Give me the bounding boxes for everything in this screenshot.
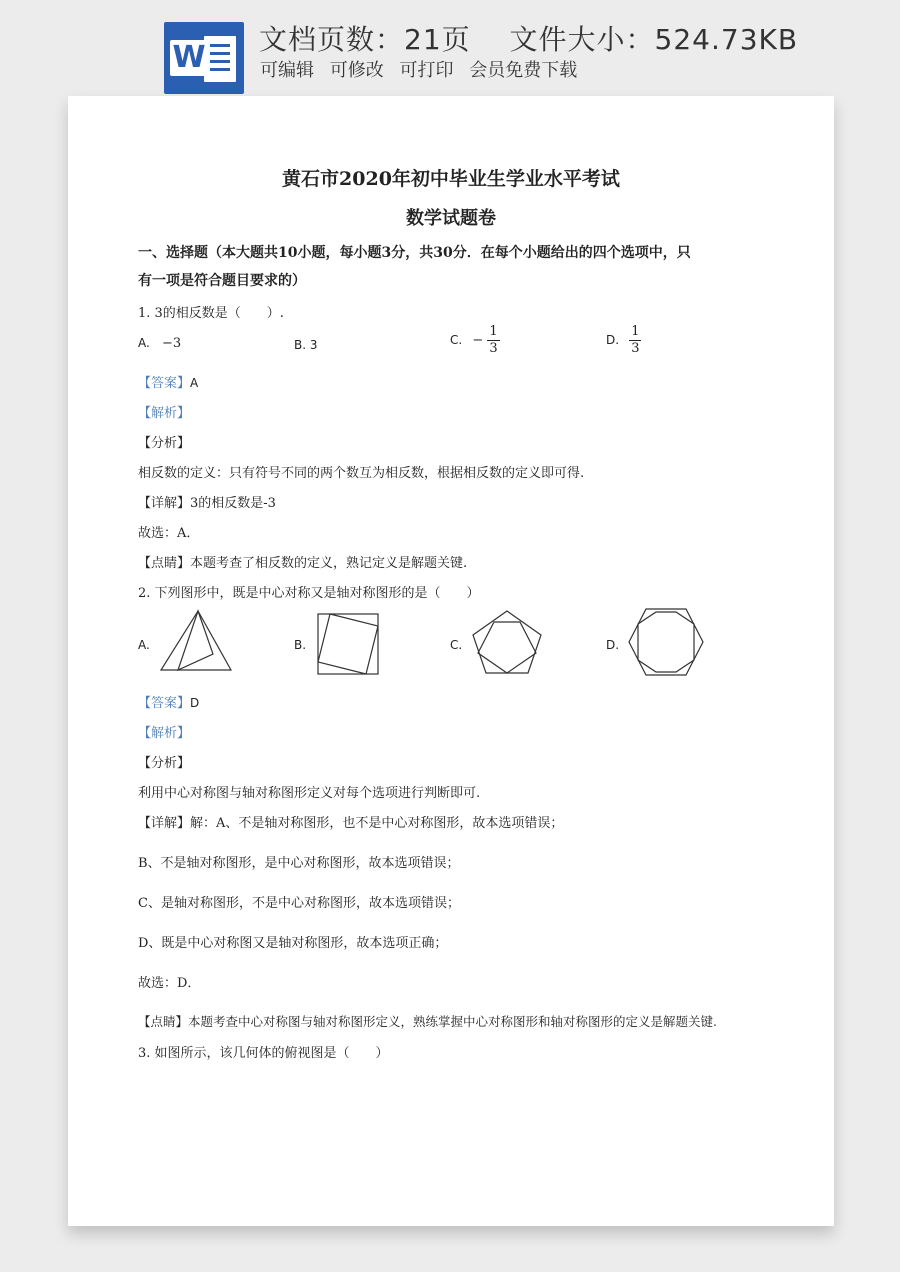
q2-fenxi-text: 利用中心对称图与轴对称图形定义对每个选项进行判断即可.: [138, 786, 481, 801]
q2-comment: 【点睛】本题考查中心对称图与轴对称图形定义，熟练掌握中心对称图形和轴对称图形的定义是解题关键.: [138, 1014, 717, 1029]
q1-answer: 【答案】A: [138, 376, 199, 391]
document-page: [68, 96, 834, 1226]
q1-option-c: C. − $\frac{1}{3}$: [450, 324, 498, 356]
feature-printable: 可打印: [399, 60, 454, 81]
q2-detail-c: C、是轴对称图形，不是中心对称图形，故本选项错误；: [138, 896, 460, 911]
q2-figure-c-pentagon: [470, 608, 544, 676]
q2-analysis-tag: 【解析】: [138, 726, 191, 741]
q2-fenxi-tag: 【分析】: [138, 756, 191, 771]
feature-editable: 可编辑: [260, 60, 314, 81]
word-logo-letter: W: [170, 40, 208, 76]
q2-figure-d-hexagon: [626, 606, 706, 678]
q1-option-a: A. −3: [138, 336, 182, 351]
q1-option-b: B. 3: [294, 338, 318, 352]
q2-figure-a-label: A.: [138, 638, 150, 652]
q1-comment: 【点睛】本题考查了相反数的定义，熟记定义是解题关键.: [138, 556, 468, 571]
q2-detail-a: 【详解】解：A、不是轴对称图形，也不是中心对称图形，故本选项错误；: [138, 816, 564, 831]
exam-title: 黄石市2020年初中毕业生学业水平考试: [282, 168, 620, 190]
download-banner: [0, 0, 900, 96]
word-document-icon: [164, 22, 244, 94]
exam-subtitle: 数学试题卷: [406, 208, 496, 229]
q1-option-d: D. $\frac{1}{3}$: [606, 324, 640, 356]
q1-choice: 故选：A．: [138, 526, 200, 541]
q2-figure-b-label: B.: [294, 638, 307, 652]
question-3-stem: 3. 如图所示，该几何体的俯视图是（ ）: [138, 1046, 389, 1061]
question-1-stem: 1. 3的相反数是（ ）.: [138, 306, 284, 321]
question-2-stem: 2. 下列图形中，既是中心对称又是轴对称图形的是（ ）: [138, 586, 480, 601]
q2-figure-c-label: C.: [450, 638, 463, 652]
document-features: [260, 56, 587, 82]
q2-detail-b: B、不是轴对称图形，是中心对称图形，故本选项错误；: [138, 856, 460, 871]
feature-member-download[interactable]: 会员免费下载: [469, 60, 578, 81]
q2-figure-b-square: [315, 611, 381, 677]
q1-fenxi-tag: 【分析】: [138, 436, 191, 451]
q2-answer: 【答案】D: [138, 696, 200, 711]
q2-detail-d: D、既是中心对称图又是轴对称图形，故本选项正确；: [138, 936, 448, 951]
q1-analysis-tag: 【解析】: [138, 406, 191, 421]
q1-detail: 【详解】3的相反数是-3: [138, 496, 276, 511]
q2-figure-a-triangle: [158, 608, 234, 674]
q2-figure-d-label: D.: [606, 638, 620, 652]
feature-modifiable: 可修改: [329, 60, 384, 81]
section-heading-line1: 一、选择题（本大题共10小题，每小题3分，共30分．在每个小题给出的四个选项中，只: [138, 245, 691, 261]
q2-choice: 故选：D．: [138, 976, 201, 991]
section-heading-line2: 有一项是符合题目要求的）: [138, 273, 306, 289]
document-info-title: 文档页数：21页 文件大小：524.73KB: [259, 23, 799, 56]
q1-fenxi-text: 相反数的定义：只有符号不同的两个数互为相反数，根据相反数的定义即可得.: [138, 466, 585, 481]
